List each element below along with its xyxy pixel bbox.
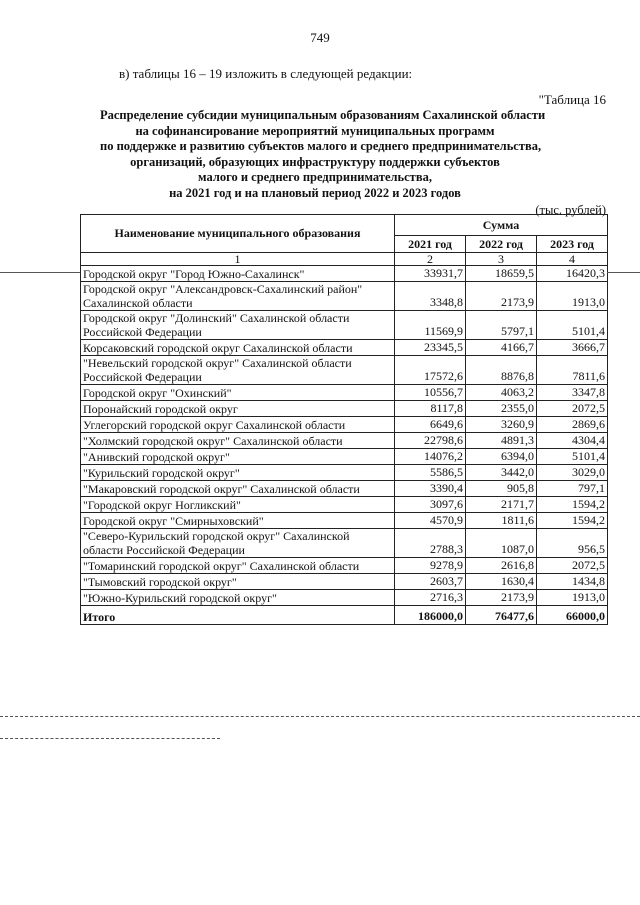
table-row bbox=[81, 401, 608, 417]
table-row bbox=[81, 266, 608, 282]
value-2022: 2171,7 bbox=[466, 497, 537, 513]
table-row bbox=[81, 340, 608, 356]
value-2023: 7811,6 bbox=[537, 356, 608, 385]
value-2023: 1594,2 bbox=[537, 513, 608, 529]
value-2023: 956,5 bbox=[537, 529, 608, 558]
value-2022: 5797,1 bbox=[466, 311, 537, 340]
municipality-name: "Тымовский городской округ" bbox=[81, 574, 395, 590]
value-2022: 1811,6 bbox=[466, 513, 537, 529]
value-2021: 2603,7 bbox=[395, 574, 466, 590]
municipality-name: "Северо-Курильский городской округ" Сахалинской области Российской Федерации bbox=[81, 529, 395, 558]
value-2021: 10556,7 bbox=[395, 385, 466, 401]
value-2022: 1087,0 bbox=[466, 529, 537, 558]
municipality-name: "Анивский городской округ" bbox=[81, 449, 395, 465]
value-2021: 11569,9 bbox=[395, 311, 466, 340]
value-2023: 1913,0 bbox=[537, 590, 608, 606]
page-number: 749 bbox=[310, 30, 330, 45]
value-2022: 2616,8 bbox=[466, 558, 537, 574]
value-2023: 5101,4 bbox=[537, 449, 608, 465]
value-2023: 2072,5 bbox=[537, 401, 608, 417]
value-2023: 16420,3 bbox=[537, 266, 608, 282]
title-line: малого и среднего предпринимательства, bbox=[198, 170, 432, 184]
value-2023: 1913,0 bbox=[537, 282, 608, 311]
value-2022: 1630,4 bbox=[466, 574, 537, 590]
total-label: Итого bbox=[81, 606, 395, 625]
column-number: 1 bbox=[81, 253, 395, 266]
value-2023: 3666,7 bbox=[537, 340, 608, 356]
value-2021: 33931,7 bbox=[395, 266, 466, 282]
value-2021: 23345,5 bbox=[395, 340, 466, 356]
column-number: 3 bbox=[466, 253, 537, 266]
value-2021: 9278,9 bbox=[395, 558, 466, 574]
header-year-2023: 2023 год bbox=[537, 236, 608, 253]
value-2023: 3347,8 bbox=[537, 385, 608, 401]
value-2023: 5101,4 bbox=[537, 311, 608, 340]
table-row bbox=[81, 574, 608, 590]
value-2022: 3442,0 bbox=[466, 465, 537, 481]
municipality-name: "Томаринский городской округ" Сахалинской области bbox=[81, 558, 395, 574]
value-2023: 797,1 bbox=[537, 481, 608, 497]
municipality-name: Городской округ "Долинский" Сахалинской области Российской Федерации bbox=[81, 311, 395, 340]
title-line: по поддержке и развитию субъектов малого и среднего предпринимательства, bbox=[100, 139, 542, 153]
value-2021: 2716,3 bbox=[395, 590, 466, 606]
value-2022: 2355,0 bbox=[466, 401, 537, 417]
scan-artifact-line bbox=[607, 272, 640, 273]
value-2021: 4570,9 bbox=[395, 513, 466, 529]
value-2021: 22798,6 bbox=[395, 433, 466, 449]
value-2021: 3097,6 bbox=[395, 497, 466, 513]
scan-artifact-line bbox=[0, 716, 640, 717]
municipality-name: Городской округ "Город Южно-Сахалинск" bbox=[81, 266, 395, 282]
table-row bbox=[81, 311, 608, 340]
header-name: Наименование муниципального образования bbox=[81, 215, 395, 253]
header-year-2022: 2022 год bbox=[466, 236, 537, 253]
value-2022: 4063,2 bbox=[466, 385, 537, 401]
scan-artifact-line bbox=[0, 738, 220, 739]
table-row bbox=[81, 590, 608, 606]
document-title bbox=[100, 108, 546, 201]
value-2021: 14076,2 bbox=[395, 449, 466, 465]
title-line: на софинансирование мероприятий муниципальных программ bbox=[135, 123, 495, 138]
value-2022: 18659,5 bbox=[466, 266, 537, 282]
header-year-2021: 2021 год bbox=[395, 236, 466, 253]
value-2023: 4304,4 bbox=[537, 433, 608, 449]
value-2022: 4891,3 bbox=[466, 433, 537, 449]
table-row bbox=[81, 385, 608, 401]
value-2022: 2173,9 bbox=[466, 590, 537, 606]
title-line: на 2021 год и на плановый период 2022 и 2023 годов bbox=[169, 185, 461, 200]
table-row bbox=[81, 497, 608, 513]
value-2022: 2173,9 bbox=[466, 282, 537, 311]
municipality-name: Поронайский городской округ bbox=[81, 401, 395, 417]
table-row bbox=[81, 449, 608, 465]
value-2022: 8876,8 bbox=[466, 356, 537, 385]
unit-label: (тыс. рублей) bbox=[535, 203, 606, 217]
municipality-name: Городской округ "Охинский" bbox=[81, 385, 395, 401]
municipality-name: "Макаровский городской округ" Сахалинской области bbox=[81, 481, 395, 497]
value-2021: 3348,8 bbox=[395, 282, 466, 311]
value-2023: 2072,5 bbox=[537, 558, 608, 574]
subsidy-table bbox=[80, 214, 608, 625]
value-2023: 2869,6 bbox=[537, 417, 608, 433]
scan-artifact-line bbox=[0, 272, 80, 273]
table-row bbox=[81, 513, 608, 529]
value-2021: 5586,5 bbox=[395, 465, 466, 481]
value-2022: 3260,9 bbox=[466, 417, 537, 433]
title-line: организаций, образующих инфраструктуру поддержки субъектов bbox=[130, 154, 500, 169]
column-number: 2 bbox=[395, 253, 466, 266]
column-number: 4 bbox=[537, 253, 608, 266]
total-2023: 66000,0 bbox=[537, 606, 608, 625]
municipality-name: "Южно-Курильский городской округ" bbox=[81, 590, 395, 606]
total-2022: 76477,6 bbox=[466, 606, 537, 625]
municipality-name: "Холмский городской округ" Сахалинской области bbox=[81, 433, 395, 449]
municipality-name: Углегорский городской округ Сахалинской области bbox=[81, 417, 395, 433]
value-2021: 17572,6 bbox=[395, 356, 466, 385]
total-2021: 186000,0 bbox=[395, 606, 466, 625]
total-row bbox=[81, 606, 608, 625]
value-2021: 2788,3 bbox=[395, 529, 466, 558]
table-row bbox=[81, 356, 608, 385]
table-row bbox=[81, 529, 608, 558]
value-2023: 1434,8 bbox=[537, 574, 608, 590]
value-2022: 905,8 bbox=[466, 481, 537, 497]
municipality-name: Городской округ "Александровск-Сахалинский район" Сахалинской области bbox=[81, 282, 395, 311]
value-2023: 3029,0 bbox=[537, 465, 608, 481]
municipality-name: "Городской округ Ногликский" bbox=[81, 497, 395, 513]
value-2023: 1594,2 bbox=[537, 497, 608, 513]
municipality-name: Городской округ "Смирныховский" bbox=[81, 513, 395, 529]
header-sum: Сумма bbox=[395, 215, 608, 236]
title-line: Распределение субсидии муниципальным образованиям Сахалинской области bbox=[100, 108, 546, 122]
table-row bbox=[81, 433, 608, 449]
table-row bbox=[81, 481, 608, 497]
table-row bbox=[81, 282, 608, 311]
value-2022: 4166,7 bbox=[466, 340, 537, 356]
value-2022: 6394,0 bbox=[466, 449, 537, 465]
table-row bbox=[81, 465, 608, 481]
table-row bbox=[81, 417, 608, 433]
municipality-name: Корсаковский городской округ Сахалинской области bbox=[81, 340, 395, 356]
value-2021: 3390,4 bbox=[395, 481, 466, 497]
intro-text: в) таблицы 16 – 19 изложить в следующей редакции: bbox=[119, 66, 413, 81]
value-2021: 6649,6 bbox=[395, 417, 466, 433]
municipality-name: "Курильский городской округ" bbox=[81, 465, 395, 481]
municipality-name: "Невельский городской округ" Сахалинской области Российской Федерации bbox=[81, 356, 395, 385]
table-reference: "Таблица 16 bbox=[538, 92, 606, 107]
table-row bbox=[81, 558, 608, 574]
value-2021: 8117,8 bbox=[395, 401, 466, 417]
